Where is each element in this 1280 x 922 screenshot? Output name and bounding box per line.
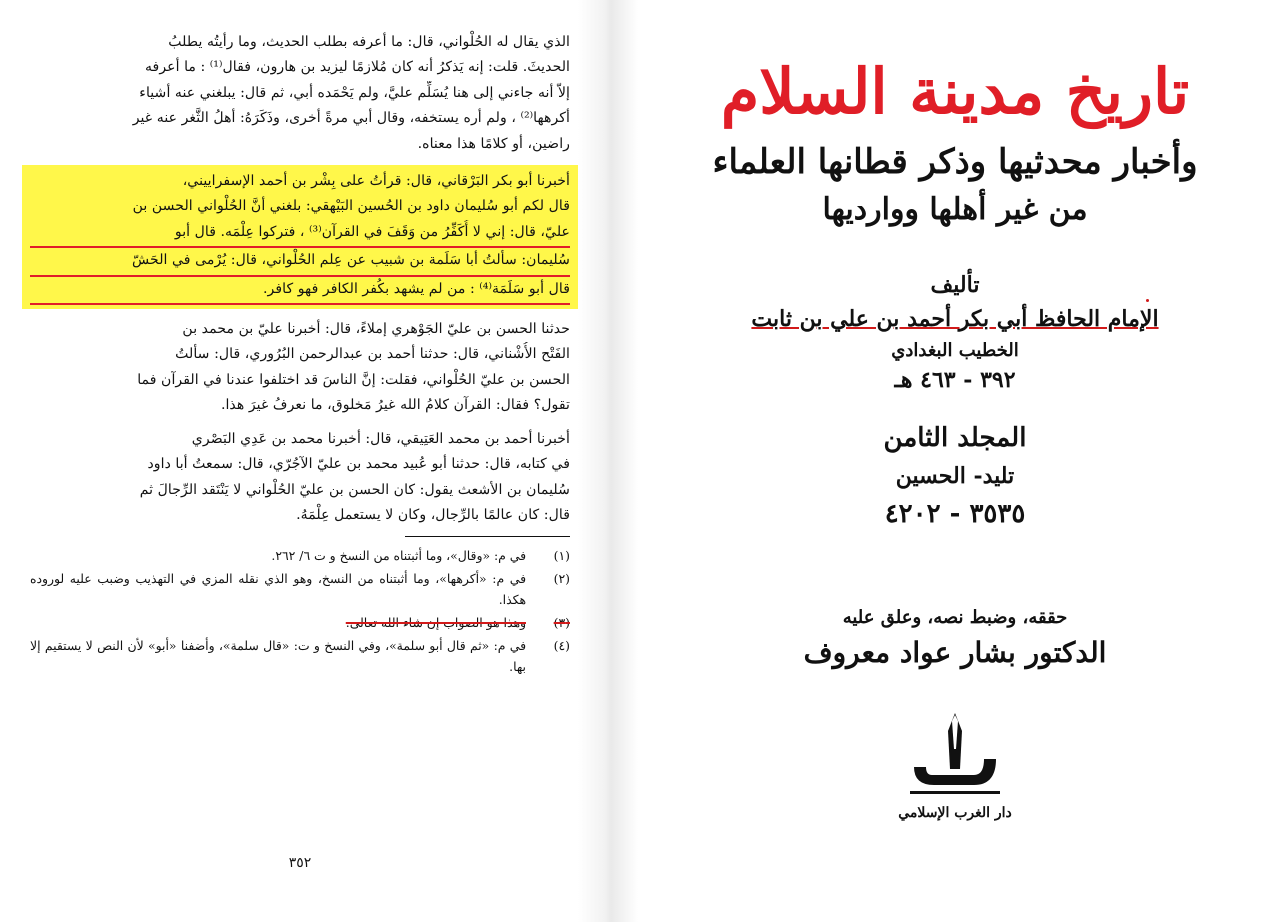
paragraph-1 [30, 30, 570, 157]
footnote-text: في م: «أكرهها»، وما أثبتناه من النسخ، وهو الذي نقله المزي في التهذيب وضبب عليه لوروده هكذا. [30, 571, 526, 608]
underlined-text-line: سُليمان: سألتُ أبا سَلَمة بن شبيب عن عِلم الحُلْواني، قال: يُرْمى في الحَشّ [30, 248, 570, 276]
page-number: ٣٥٢ [288, 855, 312, 871]
right-page-title [660, 30, 1250, 900]
footnote-number: (١) [553, 548, 570, 564]
publisher-logo-icon [900, 709, 1010, 801]
text-line: راضين، أو كلامًا هذا معناه. [417, 135, 570, 152]
struck-footnote [30, 612, 570, 633]
text-line: حدثنا الحسن بن عليّ الجَوْهري إملاءً، قال: أخبرنا عليّ بن محمد بن [182, 321, 570, 338]
text-line: الحسن بن عليّ الحُلْواني، فقلت: إنَّ الناسَ قد اختلفوا عندنا في القرآن فما [137, 371, 570, 388]
text-line: الفَتْح الأُشْناني، قال: حدثنا أحمد بن عبدالرحمن البُرُوري، قال: سألتُ [175, 346, 570, 363]
book-title: تاريخ مدينة السلام [720, 55, 1190, 128]
text-line: في كتابه، قال: حدثنا أبو عُبيد محمد بن عليّ الآجُرّي، قال: سمعتُ أبا داود [147, 456, 570, 473]
text-line: تقول؟ فقال: القرآن كلامُ الله غيرُ مَخلوق، ما نعرفُ غيرَ هذا. [220, 397, 570, 414]
paragraph-4 [30, 427, 570, 529]
footnote [30, 545, 570, 566]
author-name: الإمام الحافظ أبي بكر أحمد بن علي بن ثابت [751, 306, 1159, 332]
author-nisba: الخطيب البغدادي [891, 340, 1019, 361]
footnote [30, 635, 570, 677]
text-line: أخبرنا أحمد بن محمد العَتِيقي، قال: أخبرنا محمد بن عَدِي البَصْري [191, 430, 570, 447]
editor-credit: حققه، وضبط نصه، وعلق عليه [842, 607, 1068, 628]
text-line: إلاّ أنه جاءني إلى هنا يُسَلِّم عليَّ، ولم يَحْمَده أبي، ثم قال: يبلغني عنه أشياء [139, 84, 570, 101]
text-line: قال: كان عالمًا بالرِّجال، وكان لا يستعمل عِلْمَهُ. [296, 506, 570, 523]
footnote-number: (٣) [553, 615, 570, 631]
book-gutter [578, 0, 638, 922]
author-years: ٣٩٢ - ٤٦٣ هـ [894, 367, 1016, 393]
footnote [30, 568, 570, 610]
volume-label: المجلد الثامن [883, 423, 1027, 453]
footnote-text: وهذا هو الصواب إن شاء الله تعالى. [345, 615, 526, 631]
highlighted-paragraph [22, 165, 578, 309]
footnote-number: (٢) [553, 571, 570, 587]
text-line: أخبرنا أبو بكر البَرْقاني، قال: قرأتُ على بِشْر بن أحمد الإسفراييني، [182, 173, 570, 190]
underlined-text-line: عليّ، قال: إني لا أُكَفِّرُ من وَقَفَ في القرآن⁽³⁾ ، فتركوا عِلْمَه. قال أبو [30, 220, 570, 248]
footnote-divider [405, 536, 570, 537]
text-line: الذي يقال له الحُلْواني، قال: ما أعرفه بطلب الحديث، وما رأيتُه يطلبُ [168, 34, 570, 50]
footnote-number: (٤) [553, 638, 570, 654]
footnote-text: في م: «ثم قال أبو سلمة»، وفي النسخ و ت: «قال سلمة»، وأضفنا «أبو» لأن النص لا يستقيم إلا بها. [30, 638, 526, 675]
publisher-name: دار الغرب الإسلامي [898, 805, 1012, 821]
volume-range: تليد- الحسين [895, 463, 1015, 489]
author-intro: تأليف [930, 272, 980, 298]
editor-name: الدكتور بشار عواد معروف [803, 636, 1107, 669]
text-line: الحديثَ. قلت: إنه يَذكرُ أنه كان مُلازمًا ليزيد بن هارون، فقال⁽¹⁾ : ما أعرفه [144, 59, 570, 76]
text-line: قال لكم أبو سُليمان داود بن الحُسين البَيْهقي: بلغني أنَّ الحُلْواني الحسن بن [132, 198, 570, 215]
book-subtitle-line-2: من غير أهلها ووارديها [822, 192, 1088, 227]
footnote-text: في م: «وقال»، وما أثبتناه من النسخ و ت ٦/ ٢٦٢. [271, 548, 526, 564]
paragraph-3 [30, 317, 570, 419]
underlined-text-line: قال أبو سَلَمَة⁽⁴⁾ : من لم يشهد بكُفر الكافر فهو كافر. [30, 277, 570, 305]
book-subtitle-line-1: وأخبار محدثيها وذكر قطانها العلماء [712, 142, 1198, 182]
text-line: أكرهها⁽²⁾ ، ولم أره يستخفه، وقال أبي مرةً أخرى، وذَكَرَهُ: أهلُ الثَّغر عنه غير [132, 110, 570, 127]
entry-numbers: ٣٥٣٥ - ٤٢٠٢ [884, 499, 1026, 529]
left-page [30, 30, 570, 910]
red-ink-dot [1146, 299, 1149, 302]
text-line: سُليمان بن الأشعث يقول: كان الحسن بن عليّ الحُلْواني لا يَنْتَقد الرِّجالَ ثم [139, 481, 570, 498]
